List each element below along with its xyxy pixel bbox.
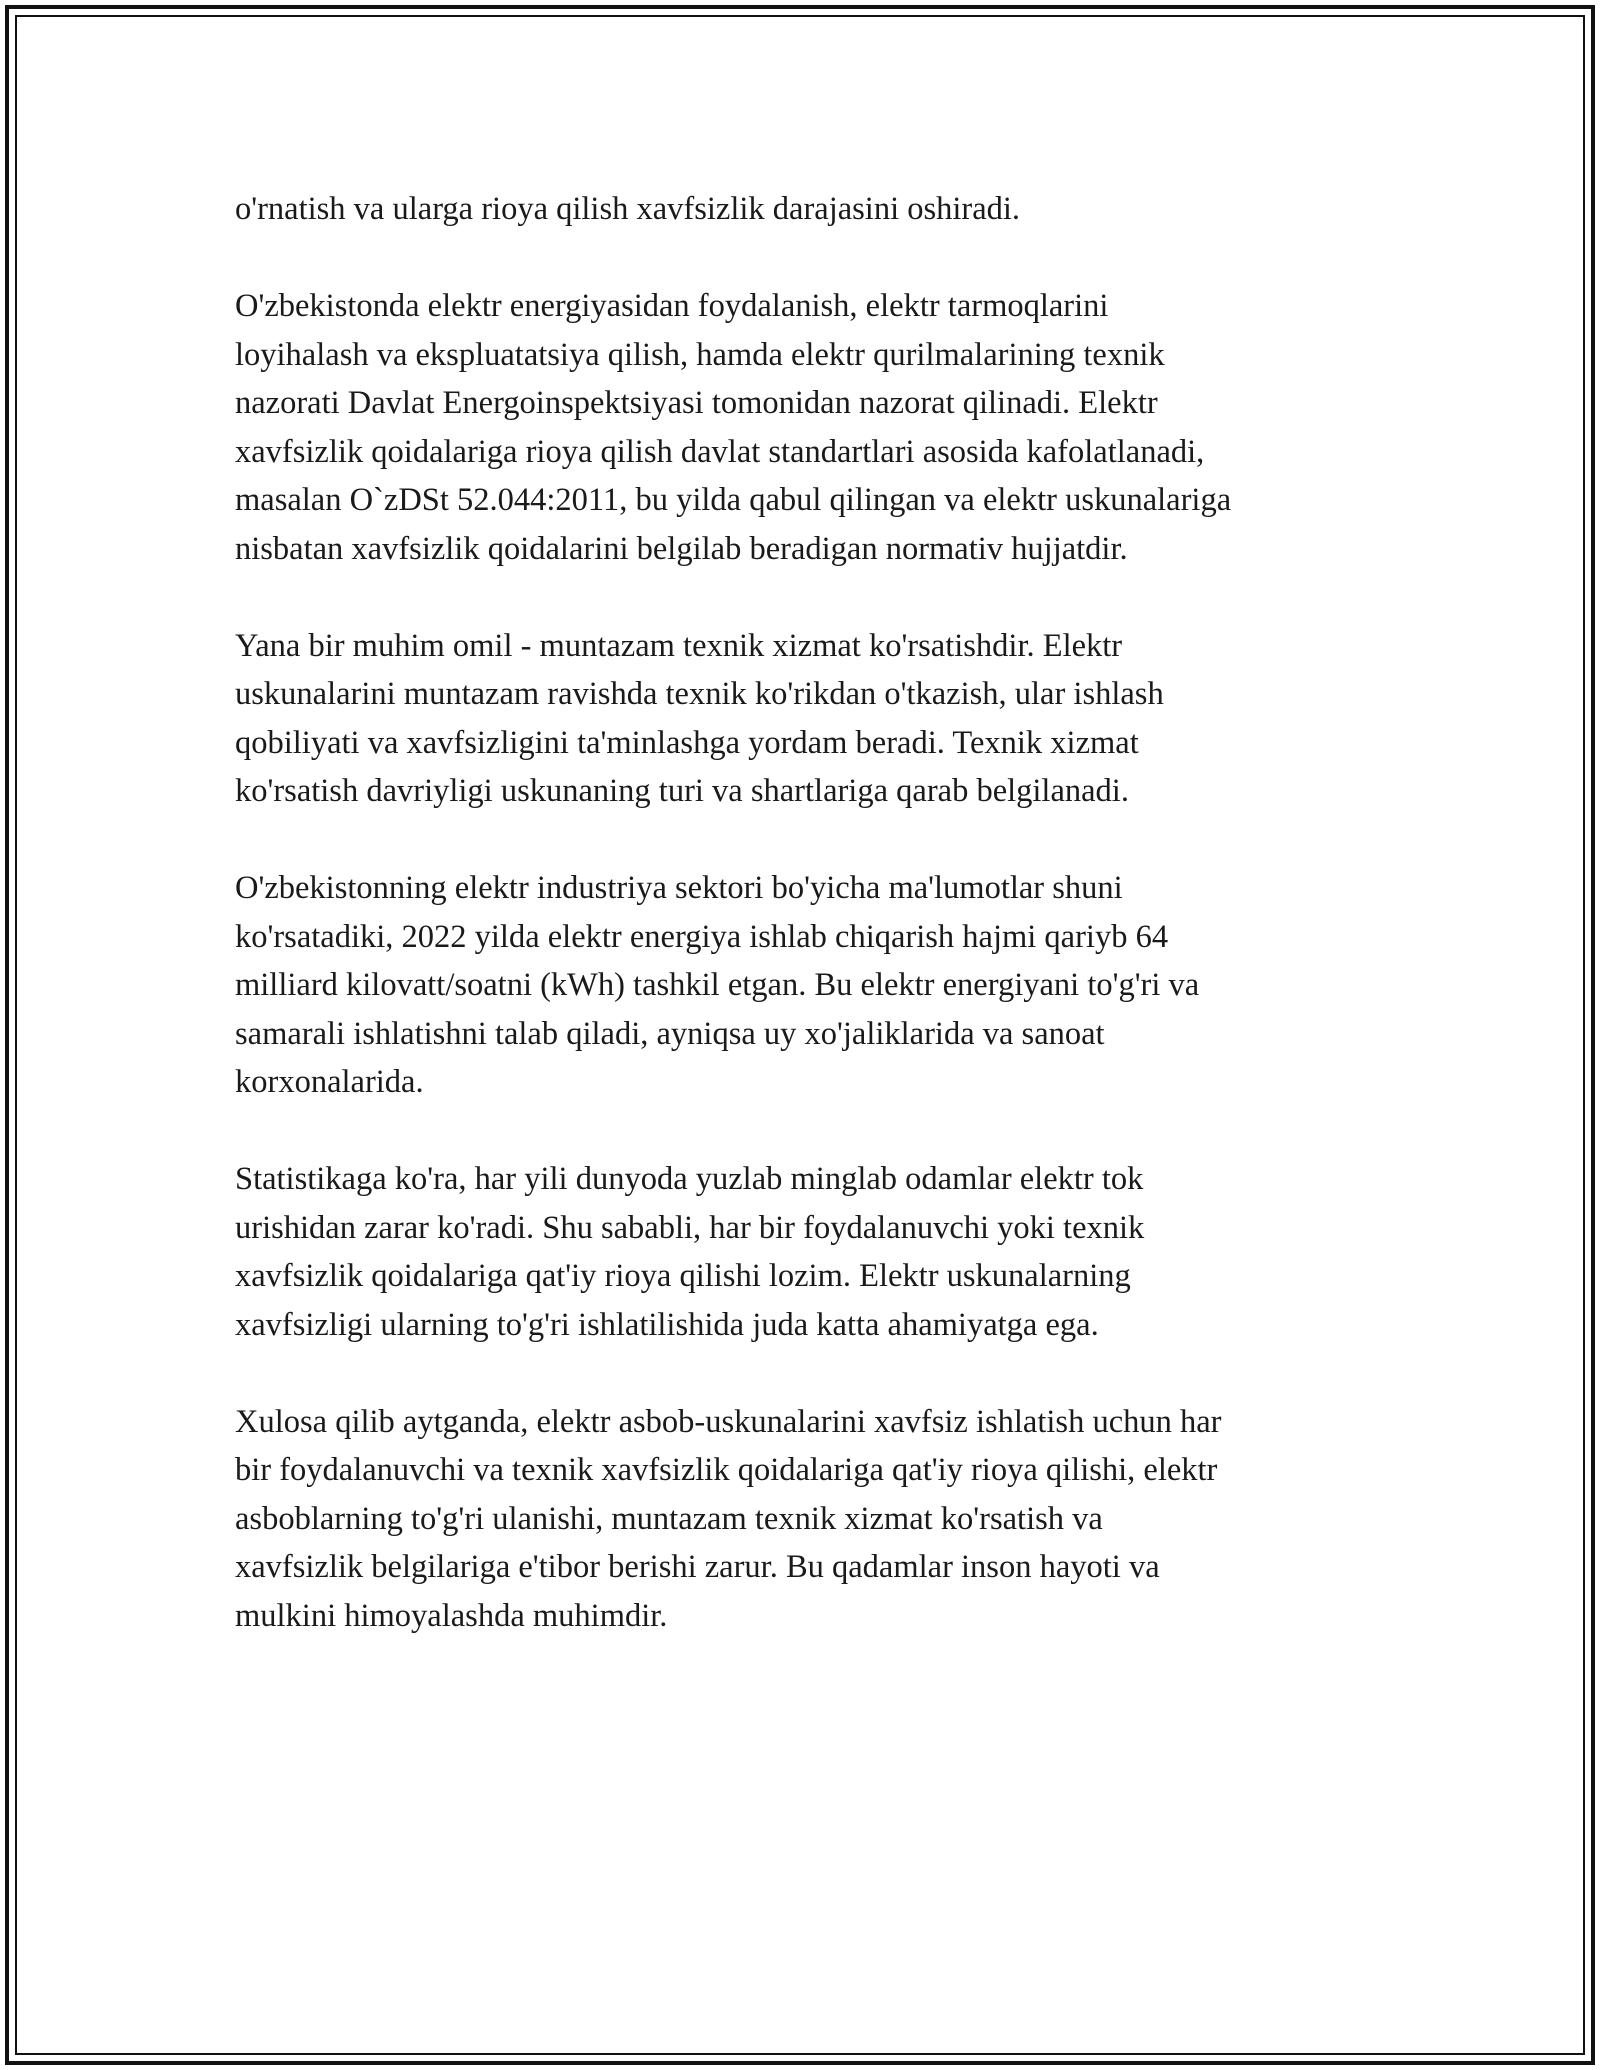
text-line: Xulosa qilib aytganda, elektr asbob-uskunalarini xavfsiz ishlatish uchun har [235, 1403, 1222, 1440]
paragraph-1 [235, 185, 1375, 234]
text-line: uskunalarini muntazam ravishda texnik ko'rikdan o'tkazish, ular ishlash [235, 676, 1164, 712]
document-body [235, 185, 1375, 1689]
text-line: Yana bir muhim omil - muntazam texnik xizmat ko'rsatishdir. Elektr [235, 627, 1123, 664]
text-line: asboblarning to'g'ri ulanishi, muntazam texnik xizmat ko'rsatish va [235, 1500, 1103, 1537]
text-line: loyihalash va ekspluatatsiya qilish, hamda elektr qurilmalarining texnik [235, 336, 1165, 373]
text-line: urishidan zarar ko'radi. Shu sababli, har bir foydalanuvchi yoki texnik [235, 1209, 1145, 1246]
text-line: xavfsizlik qoidalariga qat'iy rioya qilishi lozim. Elektr uskunalarning [235, 1258, 1131, 1294]
text-line: o'rnatish va ularga rioya qilish xavfsizlik darajasini oshiradi. [235, 191, 1021, 227]
text-line: mulkini himoyalashda muhimdir. [235, 1597, 668, 1634]
text-line: xavfsizlik qoidalariga rioya qilish davlat standartlari asosida kafolatlanadi, [235, 433, 1205, 470]
text-line: nisbatan xavfsizlik qoidalarini belgilab beradigan normativ hujjatdir. [235, 530, 1128, 567]
text-line: xavfsizligi ularning to'g'ri ishlatilishida juda katta ahamiyatga ega. [235, 1306, 1099, 1343]
text-line: bir foydalanuvchi va texnik xavfsizlik qoidalariga qat'iy rioya qilishi, elektr [235, 1452, 1218, 1488]
text-line: milliard kilovatt/soatni (kWh) tashkil etgan. Bu elektr energiyani to'g'ri va [235, 967, 1200, 1003]
text-line: ko'rsatish davriyligi uskunaning turi va shartlariga qarab belgilanadi. [235, 773, 1129, 809]
paragraph-6 [235, 1398, 1375, 1641]
paragraph-5 [235, 1155, 1375, 1349]
text-line: samarali ishlatishni talab qiladi, ayniqsa uy xo'jaliklarida va sanoat [235, 1015, 1105, 1052]
text-line: nazorati Davlat Energoinspektsiyasi tomonidan nazorat qilinadi. Elektr [235, 385, 1158, 421]
text-line: xavfsizlik belgilariga e'tibor berishi zarur. Bu qadamlar inson hayoti va [235, 1549, 1160, 1585]
text-line: korxonalarida. [235, 1064, 424, 1100]
text-line: Statistikaga ko'ra, har yili dunyoda yuzlab minglab odamlar elektr tok [235, 1161, 1144, 1197]
text-line: ko'rsatadiki, 2022 yilda elektr energiya ishlab chiqarish hajmi qariyb 64 [235, 918, 1169, 955]
text-line: qobiliyati va xavfsizligini ta'minlashga yordam beradi. Texnik xizmat [235, 724, 1139, 761]
paragraph-4 [235, 864, 1375, 1107]
text-line: O'zbekistonda elektr energiyasidan foydalanish, elektr tarmoqlarini [235, 288, 1109, 324]
paragraph-3 [235, 622, 1375, 816]
text-line: O'zbekistonning elektr industriya sektori bo'yicha ma'lumotlar shuni [235, 870, 1123, 906]
paragraph-2 [235, 282, 1375, 573]
text-line: masalan O`zDSt 52.044:2011, bu yilda qabul qilingan va elektr uskunalariga [235, 482, 1232, 518]
